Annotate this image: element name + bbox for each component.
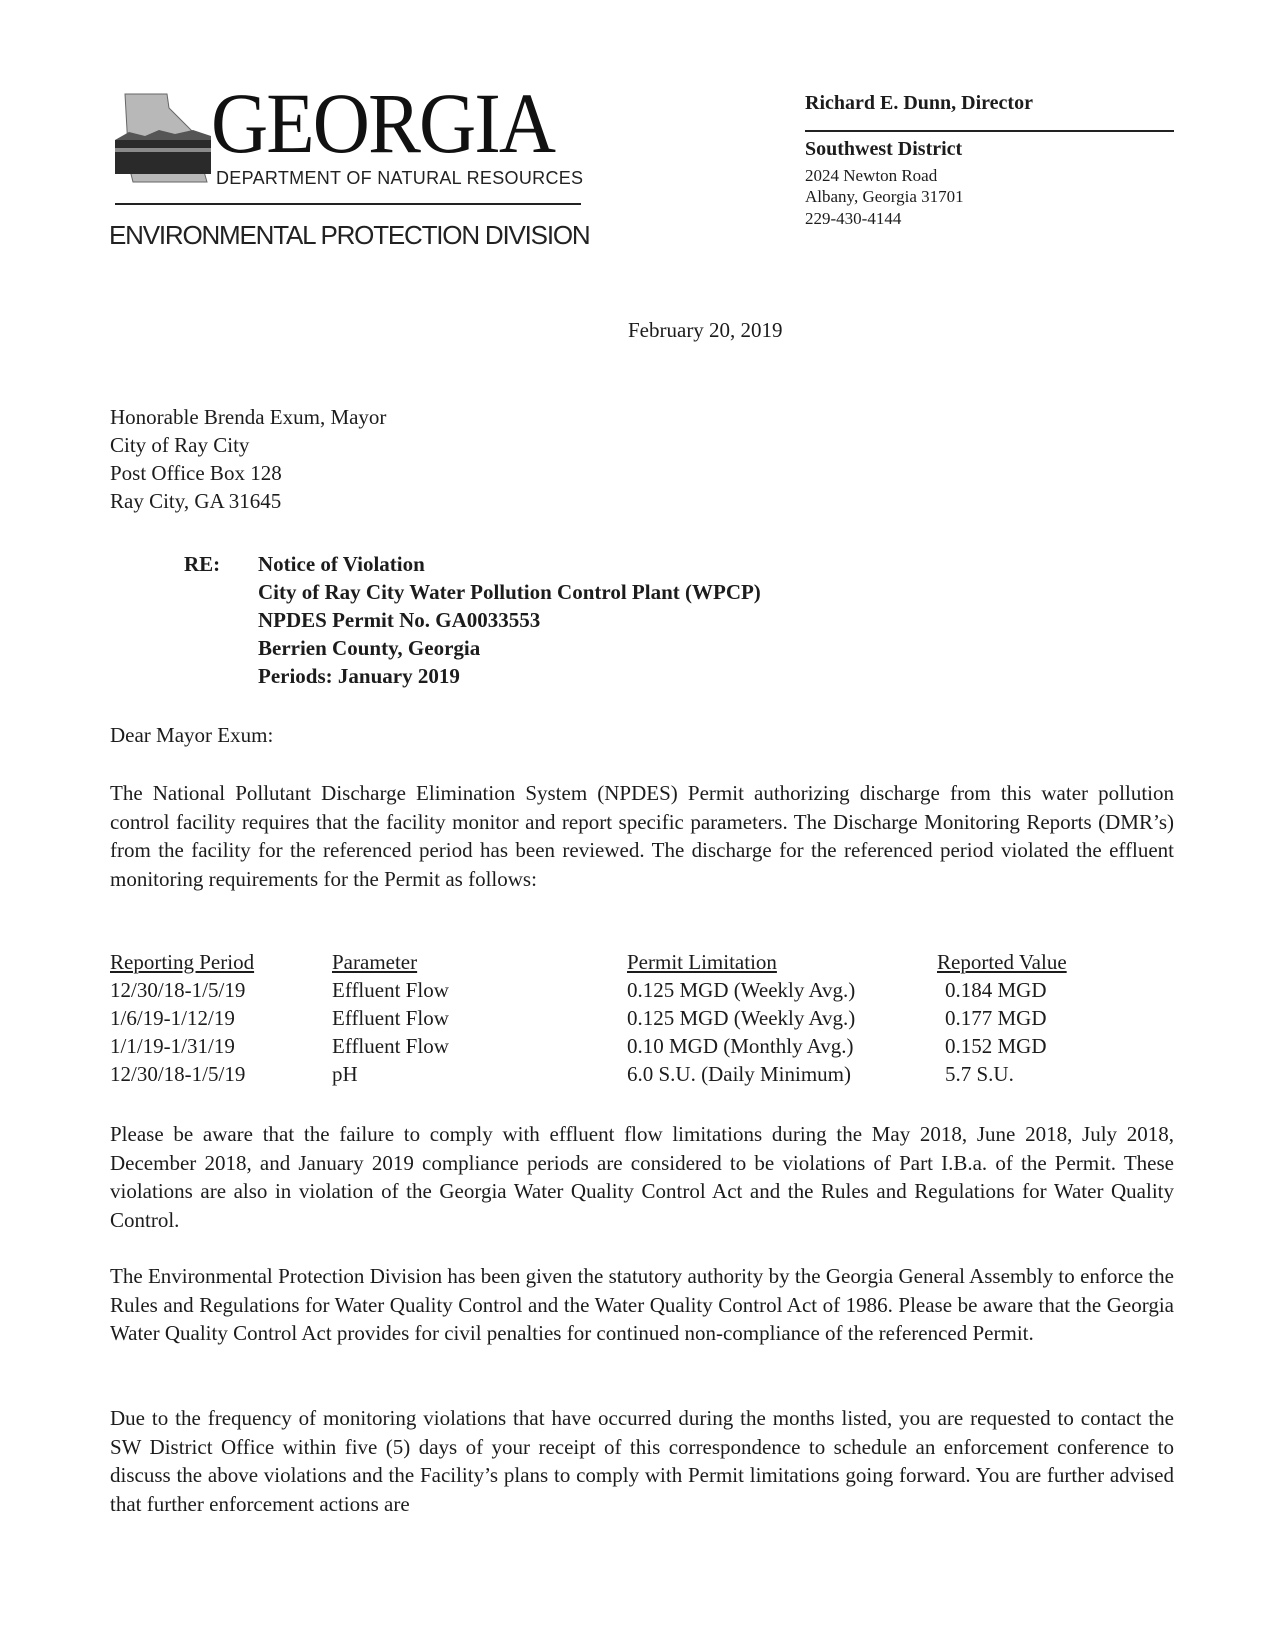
logo-wordmark: GEORGIA [211, 75, 555, 171]
logo-divider [115, 203, 581, 205]
table-cell: 1/6/19-1/12/19 [110, 1006, 235, 1030]
column-header: Permit Limitation [627, 950, 777, 974]
table-cell: 12/30/18-1/5/19 [110, 1062, 246, 1086]
table-row [110, 978, 1137, 1006]
recipient-line-3: Post Office Box 128 [110, 461, 282, 485]
body-paragraph-1: The National Pollutant Discharge Elimination System (NPDES) Permit authorizing discharge from this water pollution control facility requires that the facility monitor and report specific parameters. The Discharge Monitoring Reports (DMR’s) from the facility for the referenced period has been reviewed. The discharge for the referenced period violated the effluent monitoring requirements for the Permit as follows: [110, 781, 1174, 891]
re-line-2: City of Ray City Water Pollution Control Plant (WPCP) [258, 580, 761, 604]
column-header: Reported Value [937, 950, 1067, 974]
table-cell: 5.7 S.U. [945, 1062, 1014, 1086]
re-line-4: Berrien County, Georgia [258, 636, 481, 660]
director-name: Richard E. Dunn, Director [805, 92, 1033, 114]
re-label: RE: [184, 552, 221, 576]
re-line-3: NPDES Permit No. GA0033553 [258, 608, 541, 632]
re-line-5: Periods: January 2019 [258, 664, 460, 688]
department-name: DEPARTMENT OF NATURAL RESOURCES [216, 168, 584, 188]
table-cell: Effluent Flow [332, 1034, 449, 1058]
table-cell: 12/30/18-1/5/19 [110, 978, 246, 1002]
phone-number: 229-430-4144 [805, 209, 902, 228]
table-cell: Effluent Flow [332, 1006, 449, 1030]
table-cell: 0.184 MGD [945, 978, 1047, 1002]
georgia-map-icon [115, 86, 215, 186]
table-cell: 0.152 MGD [945, 1034, 1047, 1058]
table-cell: 0.177 MGD [945, 1006, 1047, 1030]
column-header: Parameter [332, 950, 418, 974]
address-line-2: Albany, Georgia 31701 [805, 187, 964, 206]
violations-table [110, 950, 1137, 1090]
table-cell: 0.125 MGD (Weekly Avg.) [627, 1006, 856, 1030]
letterhead-logo [109, 75, 595, 250]
table-cell: 6.0 S.U. (Daily Minimum) [627, 1062, 851, 1086]
district-office: Southwest District [805, 138, 963, 160]
table-row [110, 1034, 1137, 1062]
body-paragraph-2: Please be aware that the failure to comply with effluent flow limitations during the May 2018, June 2018, July 2018, December 2018, and January 2019 compliance periods are considered to be violations of Part I.B.a. of the Permit. These violations are also in violation of the Georgia Water Quality Control Act and the Rules and Regulations for Water Quality Control. [110, 1122, 1174, 1232]
table-header-row [110, 950, 1137, 978]
table-cell: Effluent Flow [332, 978, 449, 1002]
header-divider [805, 130, 1174, 132]
address-line-1: 2024 Newton Road [805, 166, 938, 185]
re-line-1: Notice of Violation [258, 552, 425, 576]
table-cell: 1/1/19-1/31/19 [110, 1034, 235, 1058]
recipient-line-4: Ray City, GA 31645 [110, 489, 282, 513]
table-row [110, 1062, 1137, 1090]
table-row [110, 1006, 1137, 1034]
body-paragraph-3: The Environmental Protection Division has been given the statutory authority by the Georgia General Assembly to enforce the Rules and Regulations for Water Quality Control and the Water Quality Control Act of 1986. Please be aware that the Georgia Water Quality Control Act provides for civil penalties for continued non-compliance of the referenced Permit. [110, 1264, 1174, 1345]
letter-date: February 20, 2019 [628, 318, 783, 342]
recipient-line-2: City of Ray City [110, 433, 250, 457]
column-header: Reporting Period [110, 950, 255, 974]
division-name: ENVIRONMENTAL PROTECTION DIVISION [109, 220, 590, 250]
table-cell: 0.10 MGD (Monthly Avg.) [627, 1034, 854, 1058]
salutation: Dear Mayor Exum: [110, 723, 274, 747]
recipient-line-1: Honorable Brenda Exum, Mayor [110, 405, 387, 429]
body-paragraph-4: Due to the frequency of monitoring violations that have occurred during the months listed, you are requested to contact the SW District Office within five (5) days of your receipt of this correspondence to schedule an enforcement conference to discuss the above violations and the Facility’s plans to comply with Permit limitations going forward. You are further advised that further enforcement actions are [110, 1406, 1174, 1516]
table-cell: pH [332, 1062, 358, 1086]
table-cell: 0.125 MGD (Weekly Avg.) [627, 978, 856, 1002]
